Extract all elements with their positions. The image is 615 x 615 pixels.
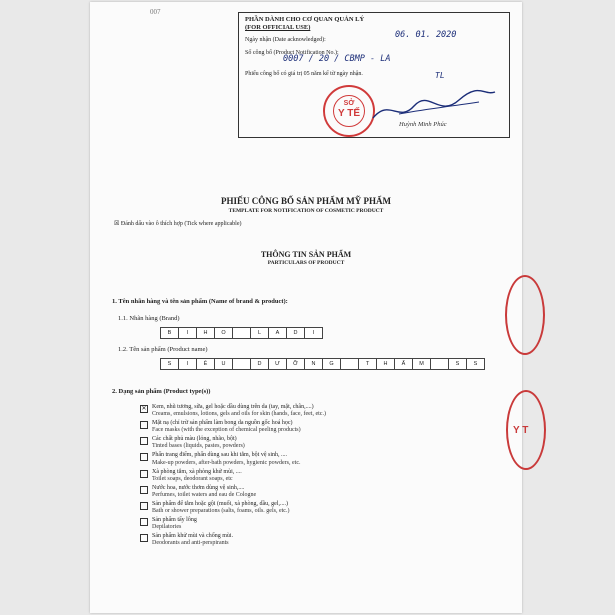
product-type-item: [140, 420, 326, 434]
brand-label: 1.1. Nhãn hàng (Brand): [118, 315, 180, 322]
product-char-box: [431, 359, 449, 369]
checkbox-icon: [140, 502, 148, 510]
brand-char-box: D: [287, 328, 305, 338]
product-char-box: M: [413, 359, 431, 369]
info-title-en: PARTICULARS OF PRODUCT: [267, 260, 345, 266]
info-title: THÔNG TIN SẢN PHẨM: [260, 250, 352, 259]
product-type-item: [140, 501, 326, 515]
product-char-box: U: [215, 359, 233, 369]
product-char-box: G: [323, 359, 341, 369]
product-char-box: S: [473, 361, 478, 367]
signer-name: Huỳnh Minh Phúc: [399, 121, 447, 128]
product-type-en: Deodorants and anti-perspirants: [152, 540, 229, 547]
product-type-en: Tinted bases (liquids, pastes, powders): [152, 443, 245, 450]
brand-char-box: B: [161, 328, 179, 338]
product-char-box: S: [449, 359, 467, 369]
product-type-vi: Các chất phủ màu (lỏng, nhão, bột): [152, 436, 237, 443]
product-type-item: [140, 485, 326, 499]
product-type-vi: Sản phẩm khử mùi và chống mùi.: [152, 533, 234, 540]
checkbox-icon: [140, 453, 148, 461]
seal-top-text: SỞ: [343, 100, 355, 107]
official-use-box: [238, 12, 510, 138]
section2-heading: 2. Dạng sản phẩm (Product type(s)): [112, 388, 211, 395]
notification-number-handwritten: 0007 / 20 / CBMP - LA: [283, 54, 391, 64]
product-type-item: [140, 517, 326, 531]
product-type-en: Creams, emulsions, lotions, gels and oils for skin (hands, face, feet, etc.): [152, 411, 326, 418]
product-char-box: N: [305, 359, 323, 369]
official-header: PHẦN DÀNH CHO CƠ QUAN QUẢN LÝ: [245, 16, 365, 23]
tick-note: [114, 220, 241, 227]
product-type-vi: Mặt nạ (chỉ trừ sản phẩm làm bong da nguồn gốc hoá học): [152, 420, 293, 427]
checkbox-icon: [140, 437, 148, 445]
checkbox-icon: [140, 421, 148, 429]
brand-char-box: H: [197, 328, 215, 338]
brand-char-box: I: [179, 328, 197, 338]
checkbox-icon: [140, 518, 148, 526]
product-type-en: Perfumes, toilet waters and eau de Cologne: [152, 491, 257, 498]
brand-char-box: I: [312, 330, 315, 336]
product-type-en: Face masks (with the exception of chemical peeling products): [152, 427, 301, 434]
initials-handwritten: TL: [435, 71, 445, 80]
brand-char-box: [233, 328, 251, 338]
product-type-en: Toilet soaps, deodorant soaps, etc: [152, 475, 233, 482]
ack-date-handwritten: 06. 01. 2020: [395, 30, 457, 40]
form-title: PHIẾU CÔNG BỐ SẢN PHẨM MỸ PHẨM: [221, 196, 391, 206]
checkbox-icon: [140, 486, 148, 494]
product-type-item: [140, 533, 326, 547]
number-label: Số công bố (Product Notification No.):: [245, 49, 339, 56]
product-type-vi: Sản phẩm để tắm hoặc gội (muối, xà phòng, dầu, gel,....): [152, 500, 288, 507]
product-type-item: [140, 404, 326, 418]
product-char-box: I: [179, 359, 197, 369]
form-title-en: TEMPLATE FOR NOTIFICATION OF COSMETIC PRODUCT: [228, 208, 384, 214]
product-type-en: Bath or shower preparations (salts, foams, oils. gels, etc.): [152, 508, 290, 515]
brand-char-box: O: [215, 328, 233, 338]
tick-note-text: Đánh dấu vào ô thích hợp (Tick where applicable): [120, 221, 242, 227]
product-type-item: [140, 452, 326, 466]
edge-seal-top: [505, 275, 545, 355]
product-char-box: [233, 359, 251, 369]
product-char-box: Ư: [269, 359, 287, 369]
product-char-box: S: [161, 359, 179, 369]
product-type-item: [140, 469, 326, 483]
document-page: [90, 2, 522, 613]
checkbox-icon: [140, 534, 148, 542]
edge-seal-text: Y T: [513, 425, 529, 436]
corner-mark: 007: [150, 8, 161, 16]
product-char-box: D: [251, 359, 269, 369]
ack-label: Ngày nhận (Date acknowledged):: [245, 37, 326, 44]
product-char-box: Ỡ: [287, 359, 305, 369]
product-type-list: [140, 404, 326, 549]
brand-boxes: [160, 327, 323, 339]
checkbox-icon: ✕: [141, 406, 147, 412]
product-char-box: Ấ: [395, 359, 413, 369]
tick-checkbox-icon: ☒: [114, 221, 120, 227]
product-char-box: [341, 359, 359, 369]
product-char-box: T: [359, 359, 377, 369]
product-char-box: H: [377, 359, 395, 369]
product-type-vi: Phấn trang điểm, phấn dùng sau khi tắm, bột vệ sinh, ....: [152, 452, 287, 459]
product-type-vi: Xà phòng tắm, xà phòng khử mùi, ....: [152, 468, 242, 475]
product-type-en: Depilatories: [152, 524, 182, 531]
product-boxes: [160, 358, 485, 370]
checkbox-icon: [140, 470, 148, 478]
product-type-vi: Kem, nhũ tương, sữa, gel hoặc dầu dùng trên da (tay, mặt, chân,....): [152, 404, 314, 410]
section1-heading: 1. Tên nhãn hàng và tên sản phẩm (Name of brand & product):: [112, 298, 288, 305]
seal-main-text: Y TẾ: [337, 108, 361, 119]
brand-char-box: L: [251, 328, 269, 338]
product-type-en: Make-up powders, after-bath powders, hygienic powders, etc.: [152, 459, 301, 466]
product-label: 1.2. Tên sản phẩm (Product name): [118, 346, 208, 353]
product-char-box: Ê: [197, 359, 215, 369]
official-seal: [323, 85, 375, 137]
product-type-vi: Sản phẩm tẩy lông: [152, 517, 197, 524]
official-header-en: (FOR OFFICIAL USE): [245, 24, 311, 32]
product-type-vi: Nước hoa, nước thơm dùng vệ sinh,....: [152, 484, 245, 491]
product-type-item: [140, 436, 326, 450]
validity-text: Phiếu công bố có giá trị 05 năm kể từ ngày nhận.: [245, 71, 363, 78]
brand-char-box: A: [269, 328, 287, 338]
